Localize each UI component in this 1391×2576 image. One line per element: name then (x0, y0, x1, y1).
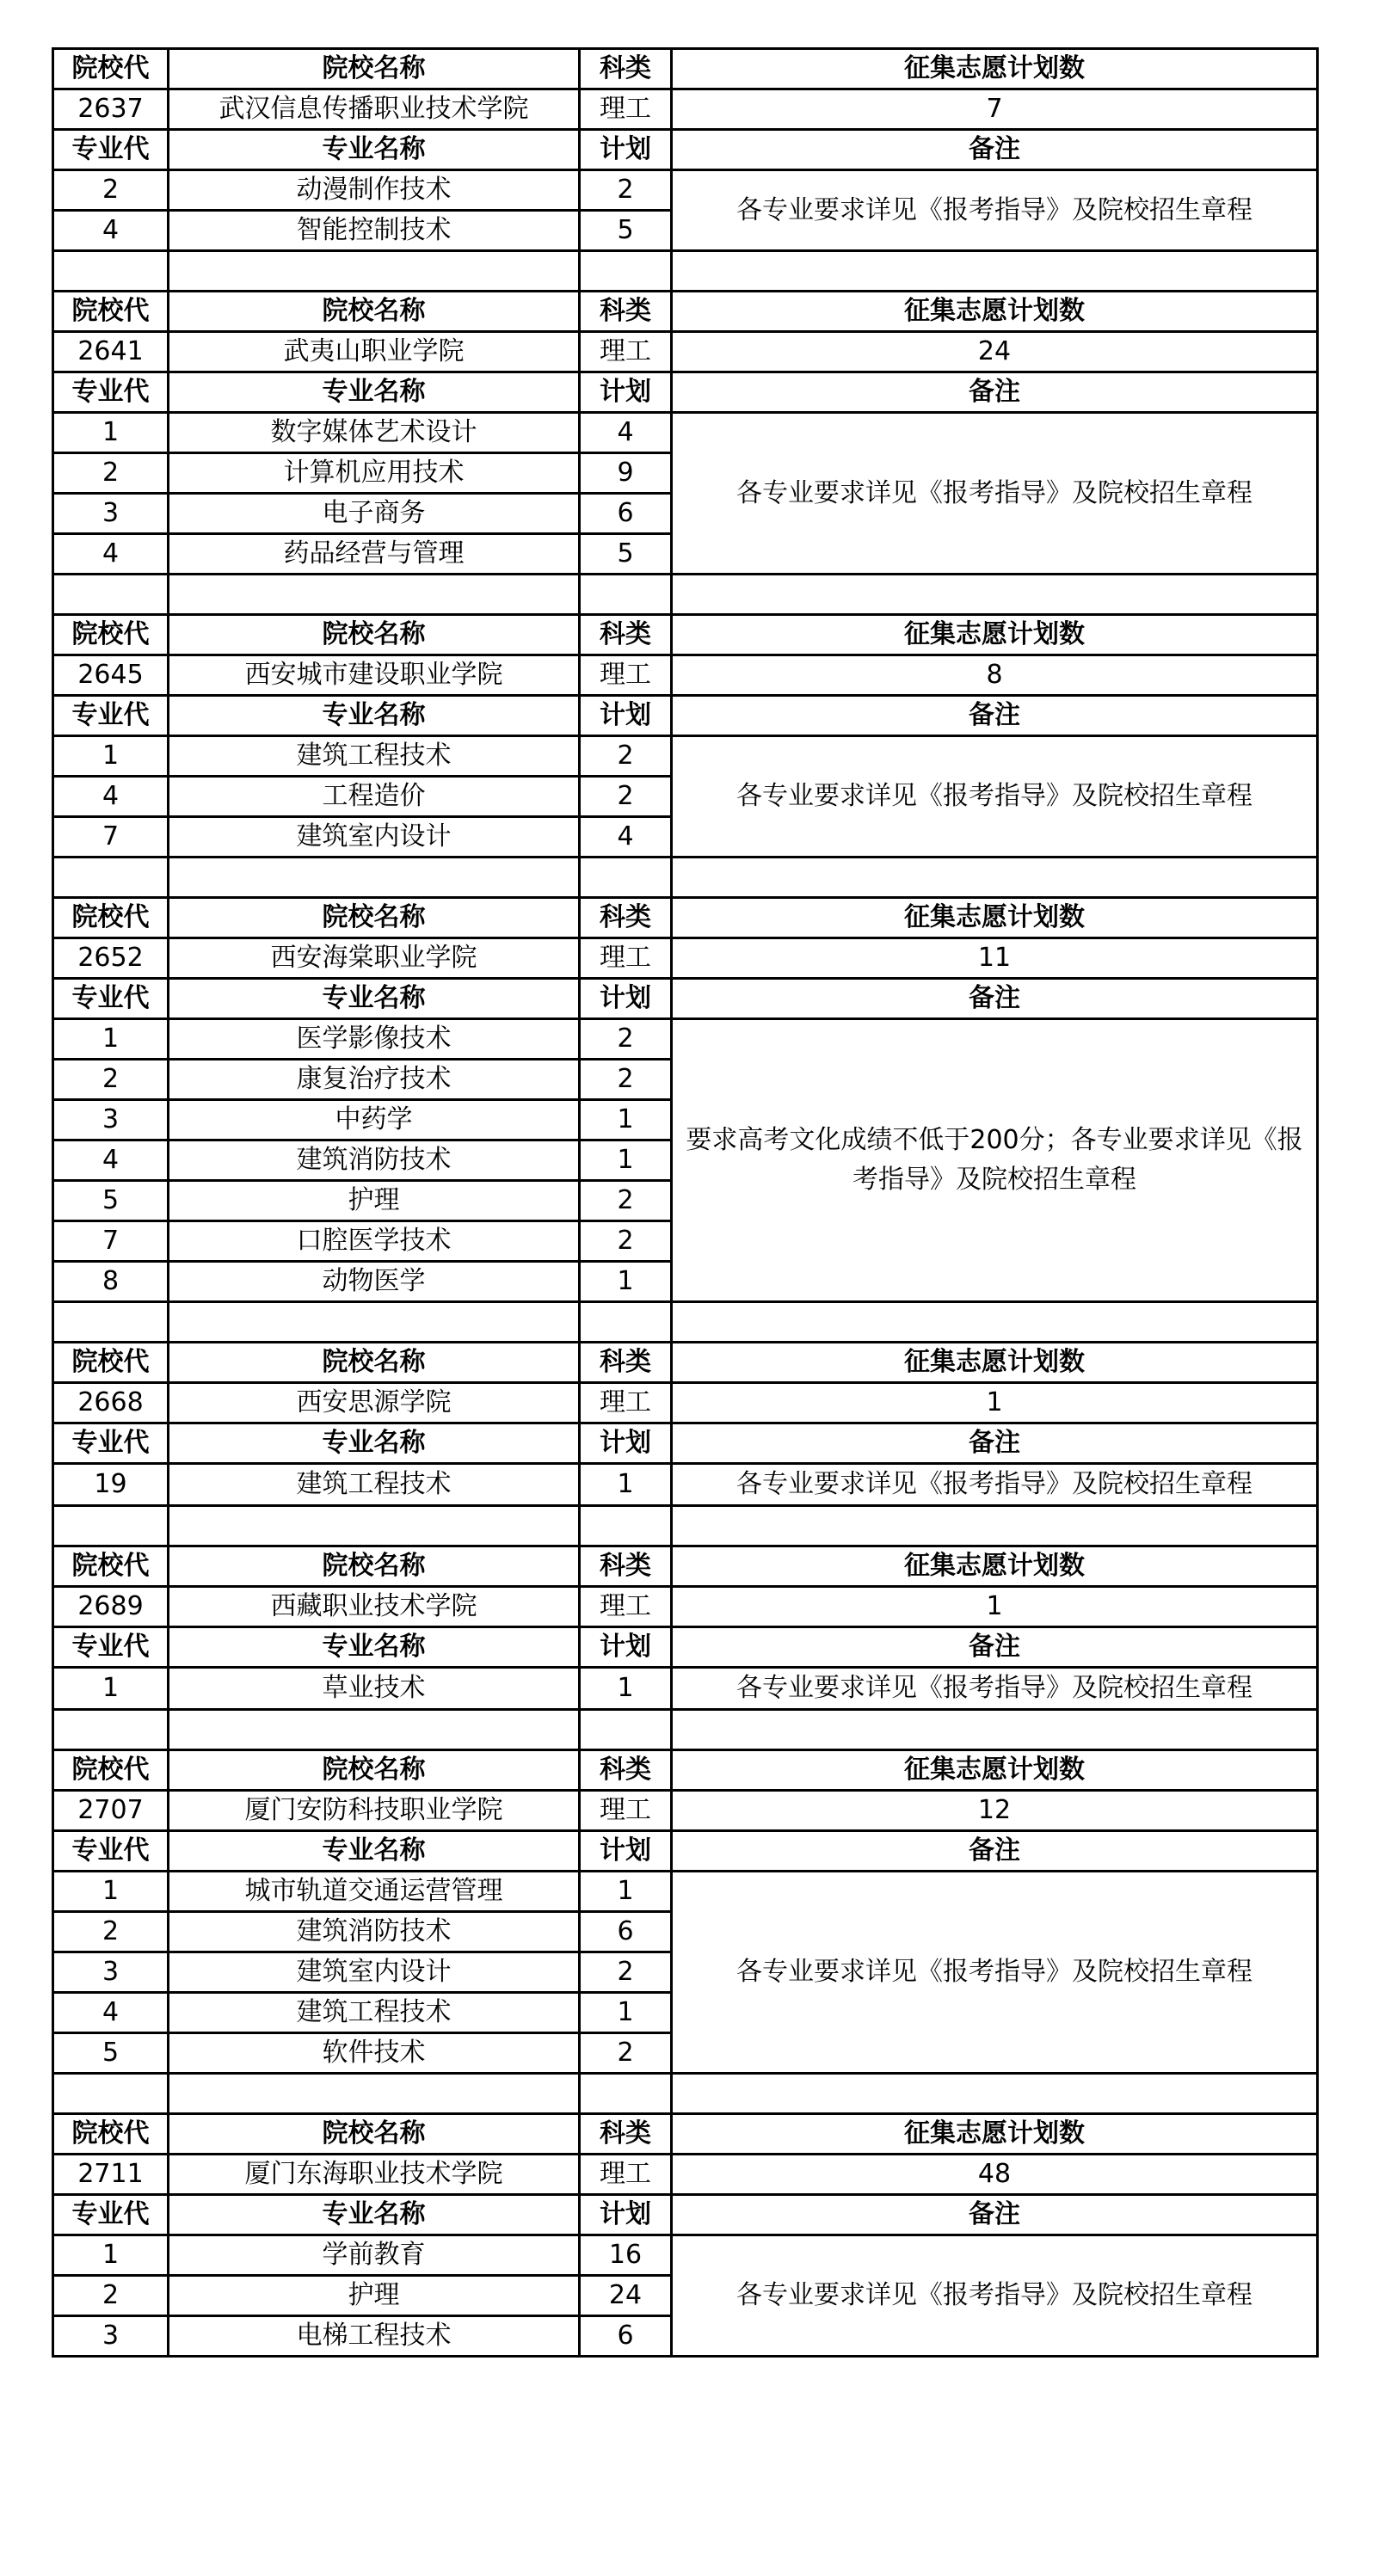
major-code-header: 专业代 (53, 2195, 169, 2235)
spacer-cell (169, 251, 580, 292)
major-plan: 1 (580, 1464, 672, 1506)
remark-header: 备注 (672, 1831, 1318, 1872)
remark-header: 备注 (672, 2195, 1318, 2235)
major-plan: 1 (580, 1668, 672, 1710)
major-remark: 各专业要求详见《报考指导》及院校招生章程 (672, 1872, 1318, 2074)
school-category: 理工 (580, 938, 672, 979)
plan-header: 计划 (580, 1831, 672, 1872)
school-header-row (53, 49, 1318, 89)
major-name: 电子商务 (169, 494, 580, 534)
plan-total-header: 征集志愿计划数 (672, 898, 1318, 938)
school-category: 理工 (580, 1587, 672, 1627)
remark-header: 备注 (672, 1423, 1318, 1464)
major-remark: 各专业要求详见《报考指导》及院校招生章程 (672, 1668, 1318, 1710)
remark-header: 备注 (672, 372, 1318, 413)
plan-header: 计划 (580, 1627, 672, 1668)
major-header-row (53, 1831, 1318, 1872)
major-code: 3 (53, 1100, 169, 1140)
major-name: 康复治疗技术 (169, 1060, 580, 1100)
spacer-cell (53, 2074, 169, 2114)
school-header-row (53, 1343, 1318, 1383)
school-name: 厦门安防科技职业学院 (169, 1791, 580, 1831)
major-name: 学前教育 (169, 2235, 580, 2276)
school-code: 2641 (53, 332, 169, 372)
remark-header: 备注 (672, 130, 1318, 170)
major-name: 电梯工程技术 (169, 2316, 580, 2357)
school-code: 2645 (53, 655, 169, 696)
spacer-cell (169, 575, 580, 615)
plan-header: 计划 (580, 2195, 672, 2235)
major-remark: 各专业要求详见《报考指导》及院校招生章程 (672, 170, 1318, 251)
major-plan: 24 (580, 2276, 672, 2316)
school-row (53, 2155, 1318, 2195)
major-plan: 2 (580, 1952, 672, 1993)
spacer-cell (580, 1506, 672, 1546)
major-header-row (53, 979, 1318, 1019)
category-header: 科类 (580, 1546, 672, 1587)
school-row (53, 1791, 1318, 1831)
school-name-header: 院校名称 (169, 49, 580, 89)
school-header-row (53, 2114, 1318, 2155)
school-code-header: 院校代 (53, 292, 169, 332)
major-name: 建筑室内设计 (169, 1952, 580, 1993)
major-name: 软件技术 (169, 2033, 580, 2074)
category-header: 科类 (580, 898, 672, 938)
major-plan: 1 (580, 1140, 672, 1181)
major-row (53, 1019, 1318, 1060)
major-code-header: 专业代 (53, 696, 169, 736)
major-plan: 2 (580, 2033, 672, 2074)
major-plan: 1 (580, 1262, 672, 1302)
spacer-cell (169, 1710, 580, 1750)
spacer-cell (53, 1506, 169, 1546)
school-category: 理工 (580, 655, 672, 696)
major-name: 护理 (169, 2276, 580, 2316)
spacer-cell (672, 2074, 1318, 2114)
table-body (53, 49, 1318, 2357)
major-name: 口腔医学技术 (169, 1221, 580, 1262)
spacer-row (53, 1506, 1318, 1546)
school-category: 理工 (580, 89, 672, 130)
plan-header: 计划 (580, 130, 672, 170)
school-name: 武汉信息传播职业技术学院 (169, 89, 580, 130)
major-code: 4 (53, 1140, 169, 1181)
major-code: 2 (53, 2276, 169, 2316)
major-name-header: 专业名称 (169, 1831, 580, 1872)
major-name: 城市轨道交通运营管理 (169, 1872, 580, 1912)
plan-total-header: 征集志愿计划数 (672, 2114, 1318, 2155)
major-name-header: 专业名称 (169, 979, 580, 1019)
school-category: 理工 (580, 2155, 672, 2195)
major-row (53, 170, 1318, 211)
major-header-row (53, 130, 1318, 170)
school-name: 厦门东海职业技术学院 (169, 2155, 580, 2195)
major-plan: 6 (580, 1912, 672, 1952)
major-plan: 5 (580, 211, 672, 251)
school-name: 西安城市建设职业学院 (169, 655, 580, 696)
school-name: 西安思源学院 (169, 1383, 580, 1423)
school-name: 西安海棠职业学院 (169, 938, 580, 979)
enrollment-plan-table (52, 47, 1319, 2358)
major-code: 2 (53, 1912, 169, 1952)
major-plan: 6 (580, 2316, 672, 2357)
major-code: 7 (53, 1221, 169, 1262)
major-code-header: 专业代 (53, 1831, 169, 1872)
major-name: 智能控制技术 (169, 211, 580, 251)
major-code-header: 专业代 (53, 979, 169, 1019)
major-row (53, 413, 1318, 453)
plan-total-header: 征集志愿计划数 (672, 49, 1318, 89)
major-name: 建筑消防技术 (169, 1912, 580, 1952)
major-code: 2 (53, 453, 169, 494)
major-name: 数字媒体艺术设计 (169, 413, 580, 453)
school-header-row (53, 1546, 1318, 1587)
category-header: 科类 (580, 49, 672, 89)
major-name-header: 专业名称 (169, 372, 580, 413)
spacer-row (53, 1302, 1318, 1343)
school-plan-total: 1 (672, 1383, 1318, 1423)
major-remark: 各专业要求详见《报考指导》及院校招生章程 (672, 413, 1318, 575)
spacer-cell (53, 251, 169, 292)
school-name: 西藏职业技术学院 (169, 1587, 580, 1627)
school-name-header: 院校名称 (169, 1343, 580, 1383)
major-plan: 2 (580, 1019, 672, 1060)
spacer-cell (672, 575, 1318, 615)
school-name-header: 院校名称 (169, 1750, 580, 1791)
plan-header: 计划 (580, 696, 672, 736)
major-code: 8 (53, 1262, 169, 1302)
spacer-cell (672, 1302, 1318, 1343)
school-row (53, 655, 1318, 696)
school-header-row (53, 1750, 1318, 1791)
spacer-cell (169, 1302, 580, 1343)
spacer-cell (672, 858, 1318, 898)
plan-total-header: 征集志愿计划数 (672, 1546, 1318, 1587)
school-code: 2707 (53, 1791, 169, 1831)
spacer-row (53, 575, 1318, 615)
school-category: 理工 (580, 332, 672, 372)
spacer-row (53, 251, 1318, 292)
major-name: 计算机应用技术 (169, 453, 580, 494)
major-plan: 4 (580, 817, 672, 858)
major-code-header: 专业代 (53, 1627, 169, 1668)
school-code-header: 院校代 (53, 898, 169, 938)
major-row (53, 1464, 1318, 1506)
school-code: 2637 (53, 89, 169, 130)
school-code-header: 院校代 (53, 615, 169, 655)
major-code: 4 (53, 534, 169, 575)
school-row (53, 938, 1318, 979)
major-code: 2 (53, 1060, 169, 1100)
major-code: 3 (53, 494, 169, 534)
major-name: 工程造价 (169, 777, 580, 817)
major-name: 建筑室内设计 (169, 817, 580, 858)
spacer-cell (672, 1506, 1318, 1546)
plan-header: 计划 (580, 372, 672, 413)
major-plan: 16 (580, 2235, 672, 2276)
major-code: 1 (53, 1872, 169, 1912)
major-header-row (53, 1423, 1318, 1464)
major-plan: 5 (580, 534, 672, 575)
major-name: 动物医学 (169, 1262, 580, 1302)
major-name: 中药学 (169, 1100, 580, 1140)
school-header-row (53, 292, 1318, 332)
school-header-row (53, 898, 1318, 938)
spacer-cell (672, 1710, 1318, 1750)
school-name-header: 院校名称 (169, 615, 580, 655)
school-name-header: 院校名称 (169, 2114, 580, 2155)
major-code: 7 (53, 817, 169, 858)
major-code: 1 (53, 1019, 169, 1060)
major-header-row (53, 2195, 1318, 2235)
remark-header: 备注 (672, 696, 1318, 736)
major-plan: 2 (580, 736, 672, 777)
school-code-header: 院校代 (53, 2114, 169, 2155)
major-code: 4 (53, 1993, 169, 2033)
spacer-cell (672, 251, 1318, 292)
school-row (53, 332, 1318, 372)
major-code: 3 (53, 1952, 169, 1993)
enrollment-plan-sheet (52, 47, 1319, 2358)
school-name: 武夷山职业学院 (169, 332, 580, 372)
spacer-cell (169, 858, 580, 898)
plan-header: 计划 (580, 1423, 672, 1464)
major-row (53, 1872, 1318, 1912)
school-name-header: 院校名称 (169, 1546, 580, 1587)
major-header-row (53, 1627, 1318, 1668)
school-plan-total: 7 (672, 89, 1318, 130)
major-code: 2 (53, 170, 169, 211)
major-name-header: 专业名称 (169, 2195, 580, 2235)
major-name-header: 专业名称 (169, 1627, 580, 1668)
major-plan: 2 (580, 1181, 672, 1221)
spacer-cell (169, 1506, 580, 1546)
major-plan: 4 (580, 413, 672, 453)
school-plan-total: 12 (672, 1791, 1318, 1831)
major-header-row (53, 696, 1318, 736)
major-name: 建筑消防技术 (169, 1140, 580, 1181)
plan-total-header: 征集志愿计划数 (672, 1750, 1318, 1791)
spacer-cell (53, 575, 169, 615)
school-category: 理工 (580, 1791, 672, 1831)
major-plan: 2 (580, 170, 672, 211)
school-code: 2652 (53, 938, 169, 979)
school-plan-total: 24 (672, 332, 1318, 372)
major-name-header: 专业名称 (169, 130, 580, 170)
spacer-cell (580, 858, 672, 898)
category-header: 科类 (580, 2114, 672, 2155)
major-plan: 2 (580, 1060, 672, 1100)
school-code: 2711 (53, 2155, 169, 2195)
major-remark: 各专业要求详见《报考指导》及院校招生章程 (672, 2235, 1318, 2357)
remark-header: 备注 (672, 979, 1318, 1019)
category-header: 科类 (580, 1343, 672, 1383)
major-name: 建筑工程技术 (169, 1993, 580, 2033)
school-plan-total: 48 (672, 2155, 1318, 2195)
major-plan: 1 (580, 1872, 672, 1912)
major-code: 5 (53, 2033, 169, 2074)
major-remark: 各专业要求详见《报考指导》及院校招生章程 (672, 736, 1318, 858)
major-plan: 2 (580, 777, 672, 817)
major-code: 4 (53, 211, 169, 251)
major-name: 建筑工程技术 (169, 736, 580, 777)
spacer-row (53, 858, 1318, 898)
remark-header: 备注 (672, 1627, 1318, 1668)
major-plan: 6 (580, 494, 672, 534)
plan-total-header: 征集志愿计划数 (672, 1343, 1318, 1383)
school-code: 2689 (53, 1587, 169, 1627)
school-plan-total: 8 (672, 655, 1318, 696)
spacer-cell (53, 1710, 169, 1750)
school-code-header: 院校代 (53, 1750, 169, 1791)
major-header-row (53, 372, 1318, 413)
major-plan: 1 (580, 1993, 672, 2033)
school-header-row (53, 615, 1318, 655)
major-code: 3 (53, 2316, 169, 2357)
major-name: 草业技术 (169, 1668, 580, 1710)
major-code-header: 专业代 (53, 1423, 169, 1464)
spacer-cell (580, 1710, 672, 1750)
major-remark: 要求高考文化成绩不低于200分；各专业要求详见《报考指导》及院校招生章程 (672, 1019, 1318, 1302)
major-name: 护理 (169, 1181, 580, 1221)
major-code: 1 (53, 413, 169, 453)
school-code-header: 院校代 (53, 1343, 169, 1383)
category-header: 科类 (580, 292, 672, 332)
major-name-header: 专业名称 (169, 1423, 580, 1464)
school-code-header: 院校代 (53, 49, 169, 89)
major-name-header: 专业名称 (169, 696, 580, 736)
spacer-cell (580, 575, 672, 615)
major-row (53, 2235, 1318, 2276)
major-name: 动漫制作技术 (169, 170, 580, 211)
major-name: 医学影像技术 (169, 1019, 580, 1060)
spacer-cell (580, 251, 672, 292)
major-code-header: 专业代 (53, 372, 169, 413)
spacer-cell (169, 2074, 580, 2114)
major-plan: 2 (580, 1221, 672, 1262)
major-code: 1 (53, 2235, 169, 2276)
spacer-cell (53, 858, 169, 898)
school-category: 理工 (580, 1383, 672, 1423)
spacer-row (53, 1710, 1318, 1750)
spacer-cell (580, 1302, 672, 1343)
major-code: 4 (53, 777, 169, 817)
plan-total-header: 征集志愿计划数 (672, 292, 1318, 332)
school-code: 2668 (53, 1383, 169, 1423)
school-row (53, 1587, 1318, 1627)
major-code: 5 (53, 1181, 169, 1221)
major-remark: 各专业要求详见《报考指导》及院校招生章程 (672, 1464, 1318, 1506)
plan-total-header: 征集志愿计划数 (672, 615, 1318, 655)
major-row (53, 1668, 1318, 1710)
school-plan-total: 11 (672, 938, 1318, 979)
major-row (53, 736, 1318, 777)
major-code: 19 (53, 1464, 169, 1506)
major-code: 1 (53, 736, 169, 777)
school-name-header: 院校名称 (169, 292, 580, 332)
spacer-row (53, 2074, 1318, 2114)
major-plan: 9 (580, 453, 672, 494)
major-name: 建筑工程技术 (169, 1464, 580, 1506)
category-header: 科类 (580, 615, 672, 655)
school-name-header: 院校名称 (169, 898, 580, 938)
major-plan: 1 (580, 1100, 672, 1140)
major-name: 药品经营与管理 (169, 534, 580, 575)
spacer-cell (580, 2074, 672, 2114)
major-code-header: 专业代 (53, 130, 169, 170)
school-plan-total: 1 (672, 1587, 1318, 1627)
category-header: 科类 (580, 1750, 672, 1791)
school-code-header: 院校代 (53, 1546, 169, 1587)
school-row (53, 1383, 1318, 1423)
plan-header: 计划 (580, 979, 672, 1019)
major-code: 1 (53, 1668, 169, 1710)
school-row (53, 89, 1318, 130)
spacer-cell (53, 1302, 169, 1343)
